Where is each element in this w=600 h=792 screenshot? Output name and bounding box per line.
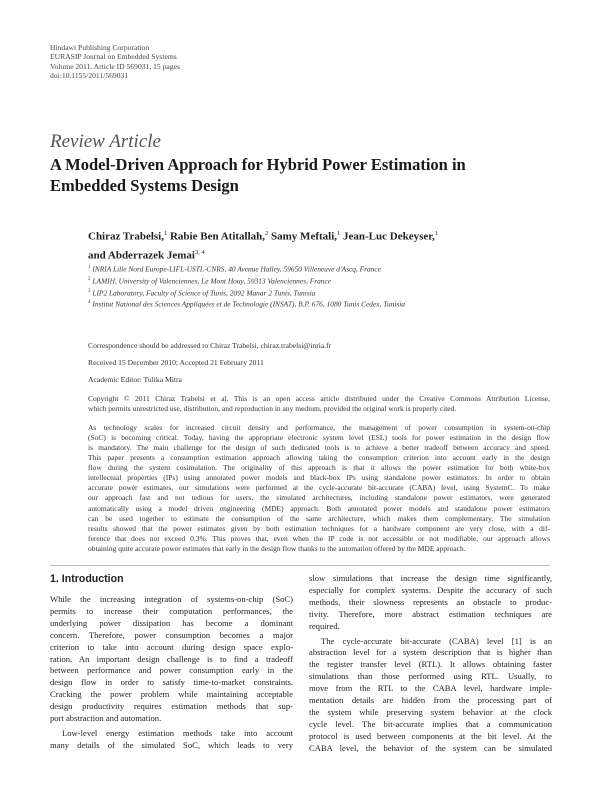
abstract-line: intellectual properties (IPs) using annotated power models and black-box IPs using standalone power estimators. In order to obtain <box>88 473 550 483</box>
author-sup: 1 <box>434 230 439 237</box>
body-line: cycle level. The bit-accurate implies that a communication <box>309 718 552 729</box>
abstract-line: can be used together to estimate the consumption of the same architecture, which makes them complementary. The simulation <box>88 513 550 523</box>
copyright-line: which permits unrestricted use, distribution, and reproduction in any medium, provided the original work is properly cited. <box>88 404 457 414</box>
author-name: Chiraz Trabelsi, <box>88 230 164 243</box>
body-line: port abstraction and automation. <box>50 713 162 724</box>
author-name: and Abderrazek Jemai <box>88 249 195 262</box>
body-line: Low-level energy estimation methods take into account <box>62 727 293 738</box>
abstract-line: results showed that the power estimates given by both estimation techniques for a hardware component are very close, with a dif- <box>88 523 550 533</box>
author-sup: 1 <box>337 230 341 237</box>
copyright-notice <box>88 394 550 414</box>
abstract <box>88 423 550 554</box>
journal-name: EURASIP Journal on Embedded Systems <box>50 52 177 62</box>
body-line: criterion to take into account during design space explo- <box>50 641 293 652</box>
author-list <box>88 226 528 263</box>
abstract-line: is mandatory. The main challenge for the design of such dedicated tools is to achieve a better tradeoff between accuracy and speed. <box>88 443 550 453</box>
abstract-line: flow during the system cosimulation. The originality of this approach is that it allows the power estimation for both white-box <box>88 463 550 473</box>
author-sup: 2 <box>265 230 269 237</box>
body-line: CABA level, the behavior of the system can be simulated <box>309 742 552 753</box>
correspondence: Correspondence should be addressed to Chiraz Trabelsi, chiraz.trabelsi@inria.fr <box>88 341 332 350</box>
article-type: Review Article <box>50 131 161 152</box>
body-line: ration. An important design challenge is to find a tradeoff <box>50 653 293 664</box>
body-line: the register transfer level (RTL). It allows obtaining faster <box>309 659 552 670</box>
publisher: Hindawi Publishing Corporation <box>50 43 150 52</box>
body-line: The cycle-accurate bit-accurate (CABA) level [1] is an <box>321 635 552 646</box>
volume-info: Volume 2011, Article ID 569031, 15 pages <box>50 61 180 71</box>
body-line: move from the RTL to the CABA level, hardware imple- <box>309 683 552 694</box>
title-line: A Model-Driven Approach for Hybrid Power Estimation in <box>50 155 466 174</box>
abstract-line: accurate power estimates, our simulations were performed at the cycle-accurate bit-accurate (CABA) level, using SystemC. To make <box>88 483 550 493</box>
body-line: protocol is used between components at the bit level. At the <box>309 730 552 741</box>
journal-header <box>50 43 180 81</box>
affiliations <box>88 263 508 310</box>
affiliation-item: $^3$ LIP2 Laboratory, Faculty of Science of Tunis, 2092 Manar 2 Tunis, Tunisia <box>88 288 316 297</box>
affiliation-item: $^1$ INRIA Lille Nord Europe-LIFL-USTL-CNRS, 40 Avenue Halley, 59650 Villeneuve d'Ascq, France <box>88 264 381 274</box>
section-heading: 1. Introduction <box>50 573 124 585</box>
abstract-line: automatically using a model driven engineering (MDE) approach. Both annotated power models and standalone power estimators <box>88 503 550 513</box>
abstract-line: This paper presents a consumption estimation approach allowing taking the consumption criterion into account early in the design <box>88 453 550 463</box>
author-sup: 3, 4 <box>194 248 205 256</box>
body-line: required. <box>309 620 340 631</box>
body-line: While the increasing integration of systems-on-chip (SoC) <box>50 594 293 604</box>
body-line: simulations than those performed using RTL. Usually, to <box>309 671 552 682</box>
body-line: design productivity requires estimation methods that sup- <box>50 701 293 712</box>
doi[interactable]: doi:10.1155/2011/569031 <box>50 71 129 81</box>
body-line: Cracking the power problem while maintaining acceptable <box>50 689 293 700</box>
right-column <box>309 573 552 755</box>
body-line: between performance and power consumption early in the <box>50 665 293 676</box>
author-name: Jean-Luc Dekeyser, <box>343 230 435 243</box>
abstract-line: our approach fast and not tedious for users, the simulated architectures, including standalone power estimators, were generated <box>88 493 550 503</box>
academic-editor: Academic Editor: Tulika Mitra <box>88 375 182 384</box>
body-line: many details of the simulated SoC, which leads to very <box>50 739 293 750</box>
body-line: the system while preserving system behavior at the clock <box>309 706 552 717</box>
body-line: tivity. Therefore, more abstract estimation techniques are <box>309 608 552 619</box>
affiliation-item: $^4$ Institut National des Sciences Appliquées et de Technologie (INSAT), B.P. 676, 1080 Tunis Cedex, Tunisia <box>88 299 405 309</box>
author-sup: 1 <box>163 230 168 237</box>
body-line: methods, their slowness represents an obstacle to produc- <box>309 596 552 607</box>
body-line: underlying power dissipation has become a dominant <box>50 617 293 628</box>
left-column <box>50 594 293 752</box>
copyright-line: Copyright © 2011 Chiraz Trabelsi et al. This is an open access article distributed under the Creative Commons Attribution License, <box>88 394 550 403</box>
body-line: design flow in order to satisfy time-to-market constraints. <box>50 677 293 688</box>
affiliation-item: $^2$ LAMIH, University of Valenciennes, Le Mont Houy, 59313 Valenciennes, France <box>88 276 332 286</box>
body-line: permits to increase their computation performances, the <box>50 605 293 616</box>
abstract-line: As technology scales for increased circuit density and performance, the management of power consumption in system-on-chip <box>88 423 550 432</box>
body-line: slow simulations that increase the design time significantly, <box>309 573 552 583</box>
body-line: concern. Therefore, power consumption becomes a major <box>50 629 293 640</box>
abstract-line: (SoC) is becoming critical. Today, having the appropriate electronic system level (ESL) tools for power estimation in the design flow <box>88 433 550 443</box>
received-date: Received 15 December 2010; Accepted 21 February 2011 <box>88 358 264 367</box>
body-line: mentation details are hidden from the processing part of <box>309 695 552 706</box>
author-name: Rabie Ben Atitallah, <box>169 230 266 243</box>
divider <box>50 565 550 566</box>
page-title <box>50 154 550 196</box>
body-line: especially for complex systems. Despite the accuracy of such <box>309 584 552 595</box>
author-name: Samy Meftali, <box>271 230 338 243</box>
abstract-line: ference that does not exceed 0.3%. This proves that, even when the IP code is not accessible or not modifiable, our approach allows <box>88 533 550 543</box>
abstract-line: obtaining quite accurate power estimates that early in the design flow thanks to the automation offered by the MDE approach. <box>88 543 466 553</box>
body-line: abstraction level for a system description that is higher than <box>309 647 552 658</box>
title-line: Embedded Systems Design <box>50 176 239 195</box>
